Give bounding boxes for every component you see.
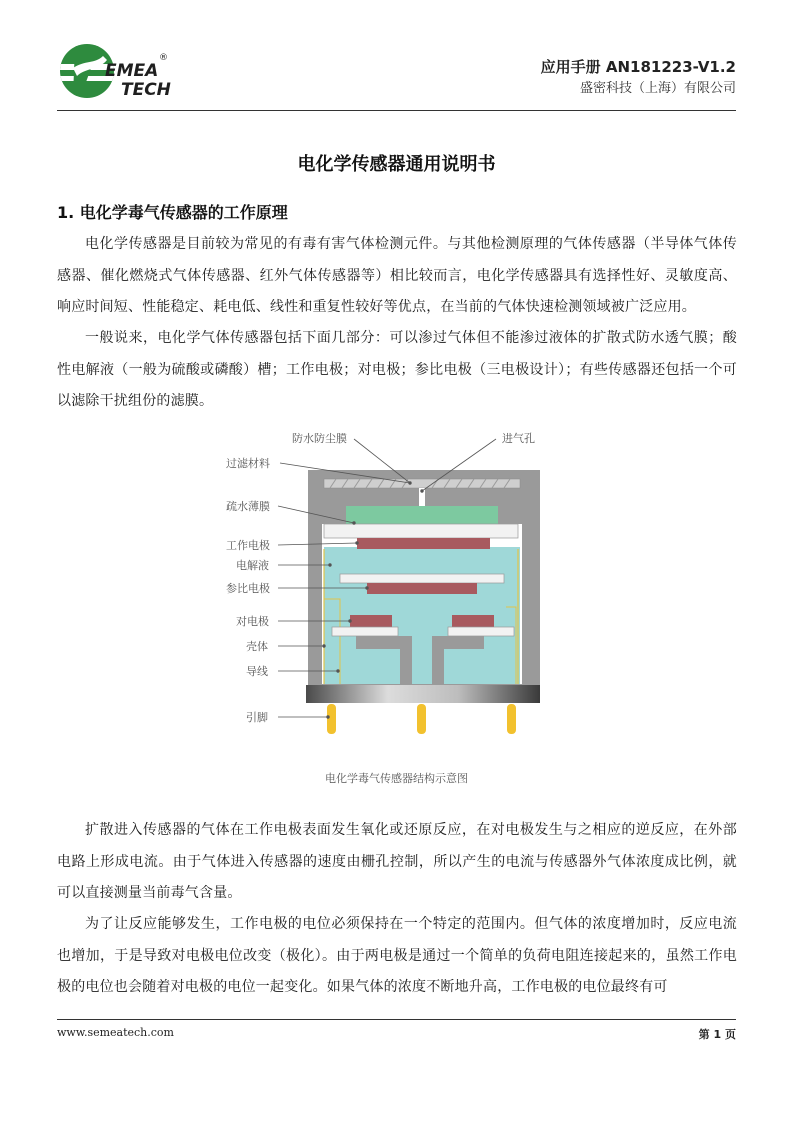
label-wire: 导线	[246, 665, 268, 678]
working-electrode	[357, 538, 490, 549]
label-gas-inlet: 进气孔	[502, 432, 535, 445]
header-divider	[57, 110, 736, 111]
diagram-caption: 电化学毒气传感器结构示意图	[325, 772, 468, 785]
pin-left	[327, 704, 336, 734]
company-logo	[55, 38, 180, 104]
label-counter-electrode: 对电极	[236, 615, 269, 628]
page-number: 第 1 页	[698, 1028, 736, 1041]
counter-electrode-right	[452, 615, 494, 627]
logo-text-bottom: TECH	[121, 80, 171, 100]
document-title: 电化学传感器通用说明书	[297, 154, 496, 175]
paragraph-1: 电化学传感器是目前较为常见的有毒有害气体检测元件。与其他检测原理的气体传感器（半导体气体传感器、催化燃烧式气体传感器、红外气体传感器等）相比较而言，电化学传感器具有选择性好、灵敏度高、响应时间短、性能稳定、耗电低、线性和重复性较好等优点，在当前的气体快速检测领域被广泛应用。	[57, 236, 737, 315]
paragraph-3: 扩散进入传感器的气体在工作电极表面发生氧化或还原反应，在对电极发生与之相应的逆反应，在外部电路上形成电流。由于气体进入传感器的速度由栅孔控制，所以产生的电流与传感器外气体浓度成比例，就可以直接测量当前毒气含量。	[57, 822, 737, 901]
sensor-structure-diagram	[220, 425, 550, 745]
label-filter-material: 过滤材料	[226, 457, 270, 470]
filter-material	[324, 479, 520, 488]
label-working-electrode: 工作电极	[226, 539, 270, 552]
label-pin: 引脚	[246, 711, 268, 724]
label-reference-electrode: 参比电极	[226, 582, 270, 595]
base-plate	[306, 685, 540, 703]
logo-text-top: EMEA	[105, 61, 159, 81]
hydrophobic-membrane	[346, 506, 498, 524]
label-housing: 壳体	[246, 640, 268, 653]
manual-title: 应用手册 AN181223-V1.2	[540, 58, 736, 76]
reference-electrode	[367, 583, 477, 594]
registered-mark: ®	[159, 53, 168, 63]
label-hydrophobic-membrane: 疏水薄膜	[226, 500, 270, 513]
footer-website: www.semeatech.com	[57, 1026, 174, 1039]
label-electrolyte: 电解液	[236, 559, 269, 572]
header-info	[541, 57, 736, 99]
section-heading: 1. 电化学毒气传感器的工作原理	[57, 203, 288, 222]
paragraph-2: 一般说来，电化学气体传感器包括下面几部分：可以渗过气体但不能渗过液体的扩散式防水透气膜；酸性电解液（一般为硫酸或磷酸）槽；工作电极；对电极；参比电极（三电极设计）；有些传感器还包括一个可以滤除干扰组份的滤膜。	[57, 330, 737, 409]
company-name: 盛密科技（上海）有限公司	[579, 81, 736, 96]
counter-electrode-left	[350, 615, 392, 627]
pin-right	[507, 704, 516, 734]
paragraph-4: 为了让反应能够发生，工作电极的电位必须保持在一个特定的范围内。但气体的浓度增加时，反应电流也增加，于是导致对电极电位改变（极化）。由于两电极是通过一个简单的负荷电阻连接起来的，虽然工作电极的电位也会随着对电极的电位一起变化。如果气体的浓度不断地升高，工作电极的电位最终有可	[57, 916, 737, 995]
label-waterproof-membrane: 防水防尘膜	[292, 432, 347, 445]
footer-divider	[57, 1019, 736, 1020]
pin-middle	[417, 704, 426, 734]
